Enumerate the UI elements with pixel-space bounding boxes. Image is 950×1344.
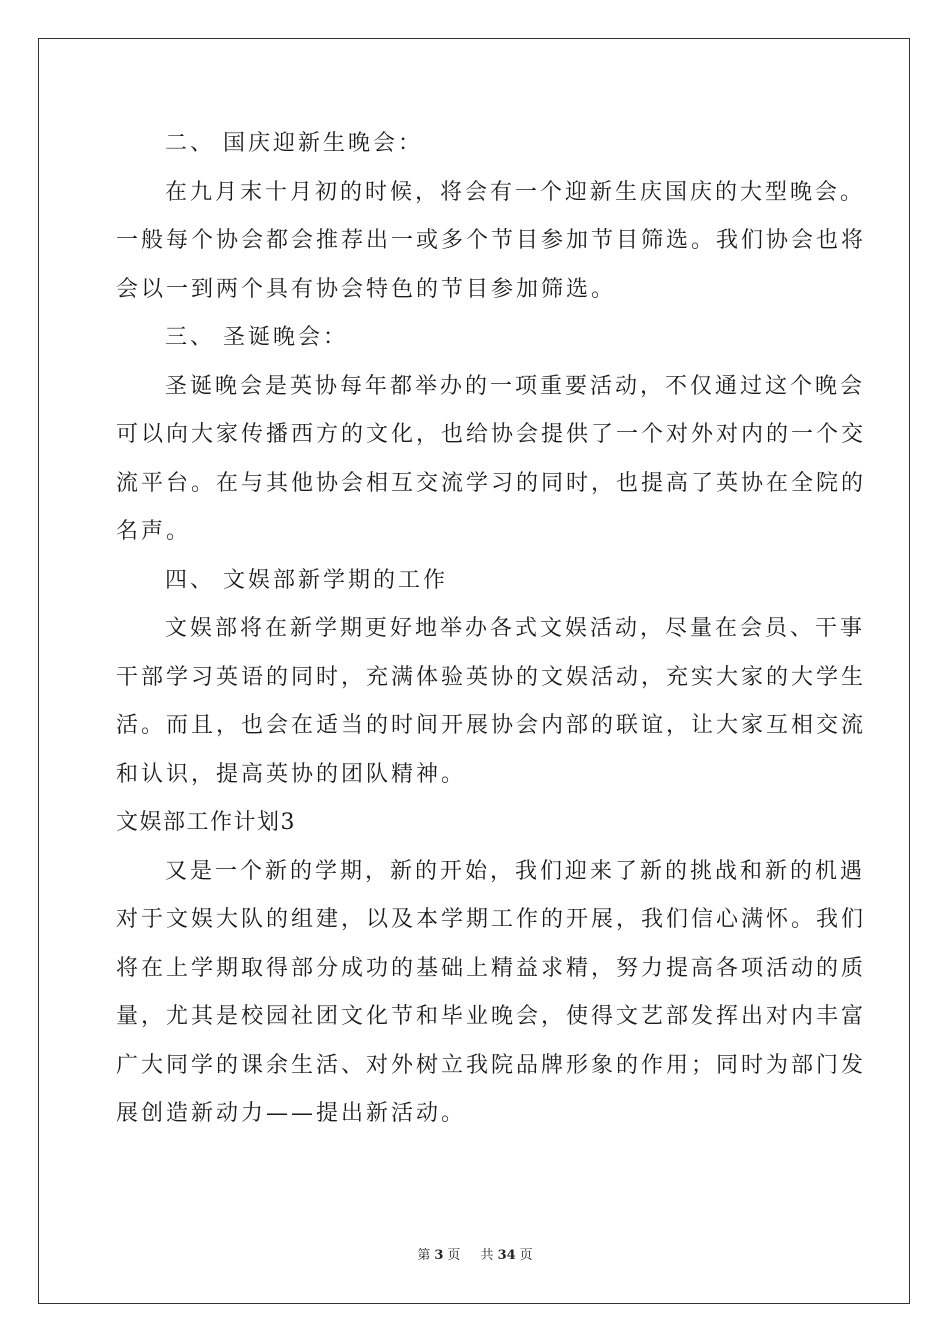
paragraph-line: 活。而且，也会在适当的时间开展协会内部的联谊，让大家互相交流 [116,713,867,738]
total-indicator [477,1248,537,1263]
section-heading [116,120,836,169]
paragraph-line: 名声。 [116,519,192,544]
paragraph-line: 流平台。在与其他协会相互交流学习的同时，也提高了英协在全院的 [116,470,867,496]
paragraph-line: 将在上学期取得部分成功的基础上精益求精，努力提高各项活动的质 [116,955,867,981]
page-suffix: 页 [447,1248,461,1263]
heading-text: 国庆迎新生晚会： [223,131,424,156]
plan-title: 文娱部工作计划3 [116,810,296,835]
page-indicator [413,1248,464,1263]
paragraph-line: 圣诞晚会是英协每年都举办的一项重要活动，不仅通过这个晚会 [165,373,866,399]
heading-number: 三、 [165,325,216,350]
paragraph-line: 在九月末十月初的时候，将会有一个迎新生庆国庆的大型晚会。 [165,179,866,205]
page-prefix: 第 [417,1248,431,1263]
heading-number: 二、 [165,131,216,156]
paragraph-line: 对于文娱大队的组建，以及本学期工作的开展，我们信心满怀。我们 [116,907,867,932]
page-number: 3 [434,1248,444,1263]
heading-text: 文娱部新学期的工作 [223,567,449,593]
paragraph-line: 可以向大家传播西方的文化，也给协会提供了一个对外对内的一个交 [116,422,867,447]
paragraph-line: 又是一个新的学期，新的开始，我们迎来了新的挑战和新的机遇 [165,858,866,884]
paragraph-line: 和认识，提高英协的团队精神。 [116,761,467,787]
heading-number: 四、 [165,567,216,593]
total-number: 34 [497,1248,516,1263]
document-body [116,120,867,1139]
total-prefix: 共 [480,1248,494,1263]
total-suffix: 页 [519,1248,533,1263]
paragraph-line: 广大同学的课余生活、对外树立我院品牌形象的作用；同时为部门发 [116,1052,867,1078]
paragraph-line: 一般每个协会都会推荐出一或多个节目参加节目筛选。我们协会也将 [116,228,867,253]
paragraph-line: 会以一到两个具有协会特色的节目参加筛选。 [116,276,617,302]
paragraph-line: 文娱部将在新学期更好地举办各式文娱活动，尽量在会员、干事 [165,616,866,641]
heading-text: 圣诞晚会： [223,325,349,350]
paragraph-line: 干部学习英语的同时，充满体验英协的文娱活动，充实大家的大学生 [116,664,867,690]
section-heading [116,314,836,363]
paragraph-line: 展创造新动力——提出新活动。 [116,1101,467,1126]
paragraph-line: 量，尤其是校园社团文化节和毕业晚会，使得文艺部发挥出对内丰富 [116,1004,867,1029]
section-heading [116,557,836,606]
page-footer [0,1244,950,1263]
